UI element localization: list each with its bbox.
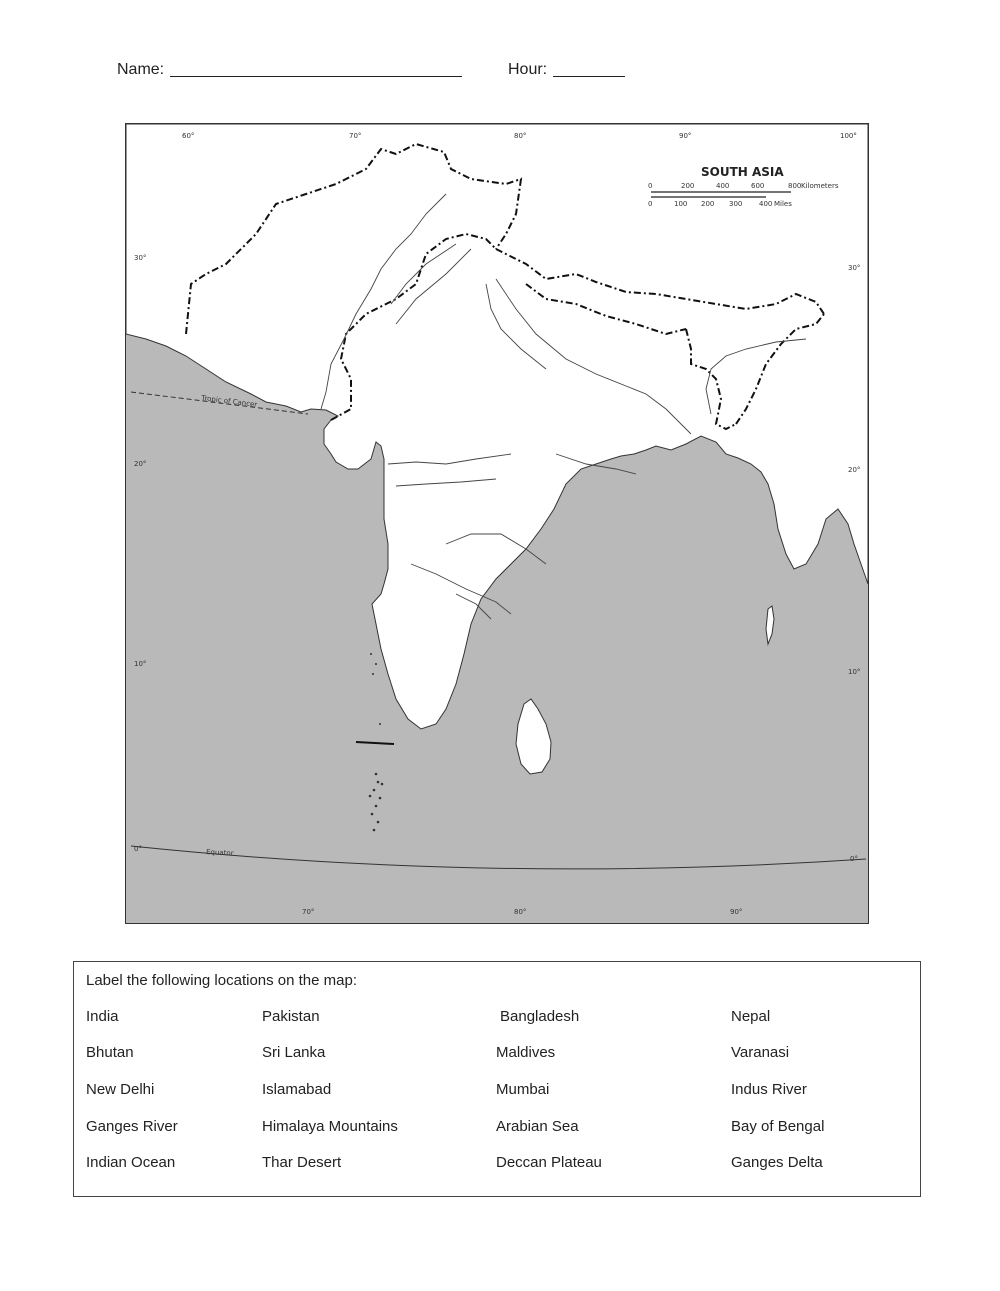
location-label: Thar Desert bbox=[262, 1154, 342, 1171]
top-longitude: 80° bbox=[514, 132, 527, 140]
hour-blank-line[interactable] bbox=[553, 60, 625, 77]
map-svg bbox=[126, 124, 868, 923]
location-label: Ganges River bbox=[86, 1118, 178, 1135]
top-longitude: 60° bbox=[182, 132, 195, 140]
location-label: Maldives bbox=[496, 1044, 556, 1061]
location-label: Indian Ocean bbox=[86, 1154, 176, 1171]
top-longitude: 90° bbox=[679, 132, 692, 140]
locations-box bbox=[73, 961, 921, 1197]
name-blank-line[interactable] bbox=[170, 60, 462, 77]
equator-label: Equator bbox=[205, 848, 234, 858]
map-title: SOUTH ASIA bbox=[701, 165, 784, 179]
location-label: Bangladesh bbox=[500, 1008, 580, 1025]
instruction-text: Label the following locations on the map: bbox=[86, 972, 358, 989]
location-label: Pakistan bbox=[262, 1008, 320, 1025]
name-field[interactable] bbox=[117, 60, 462, 79]
scale-mi-tick: 200 bbox=[701, 200, 715, 208]
scale-km-tick: 800 bbox=[788, 182, 802, 190]
top-longitude: 100° bbox=[840, 132, 857, 140]
scale-km-tick: 0 bbox=[648, 182, 653, 190]
bottom-longitude: 90° bbox=[730, 908, 743, 916]
hour-label: Hour: bbox=[508, 61, 548, 78]
location-label: Himalaya Mountains bbox=[262, 1118, 398, 1135]
location-label: Bhutan bbox=[86, 1044, 134, 1061]
location-label: Indus River bbox=[731, 1081, 807, 1098]
location-label: Varanasi bbox=[731, 1044, 790, 1061]
location-label: New Delhi bbox=[86, 1081, 155, 1098]
location-label: Sri Lanka bbox=[262, 1044, 326, 1061]
location-label: Mumbai bbox=[496, 1081, 550, 1098]
south-asia-map bbox=[125, 123, 869, 924]
location-label: Nepal bbox=[731, 1008, 771, 1025]
left-latitude: 30° bbox=[134, 254, 147, 262]
location-label: Deccan Plateau bbox=[496, 1154, 602, 1171]
location-label: Bay of Bengal bbox=[731, 1118, 825, 1135]
right-latitude: 30° bbox=[848, 264, 861, 272]
left-latitude: 20° bbox=[134, 460, 147, 468]
location-label: India bbox=[86, 1008, 119, 1025]
location-label: Arabian Sea bbox=[496, 1118, 579, 1135]
right-latitude: 0° bbox=[850, 855, 858, 863]
scale-mi-tick: 100 bbox=[674, 200, 688, 208]
tropic-label: Tropic of Cancer bbox=[200, 394, 258, 409]
scale-km-tick: 600 bbox=[751, 182, 765, 190]
scale-mi-tick: 0 bbox=[648, 200, 653, 208]
hour-field[interactable] bbox=[508, 60, 625, 79]
bottom-longitude: 80° bbox=[514, 908, 527, 916]
scale-mi-label: Miles bbox=[774, 200, 792, 208]
scale-km-tick: 400 bbox=[716, 182, 730, 190]
left-latitude: 0° bbox=[134, 845, 142, 853]
right-latitude: 10° bbox=[848, 668, 861, 676]
name-label: Name: bbox=[117, 61, 165, 78]
scale-km-label: Kilometers bbox=[801, 182, 839, 190]
scale-mi-tick: 400 bbox=[759, 200, 773, 208]
scale-mi-tick: 300 bbox=[729, 200, 743, 208]
location-label: Ganges Delta bbox=[731, 1154, 823, 1171]
top-longitude: 70° bbox=[349, 132, 362, 140]
scale-km-tick: 200 bbox=[681, 182, 695, 190]
bottom-longitude: 70° bbox=[302, 908, 315, 916]
left-latitude: 10° bbox=[134, 660, 147, 668]
right-latitude: 20° bbox=[848, 466, 861, 474]
location-label: Islamabad bbox=[262, 1081, 332, 1098]
